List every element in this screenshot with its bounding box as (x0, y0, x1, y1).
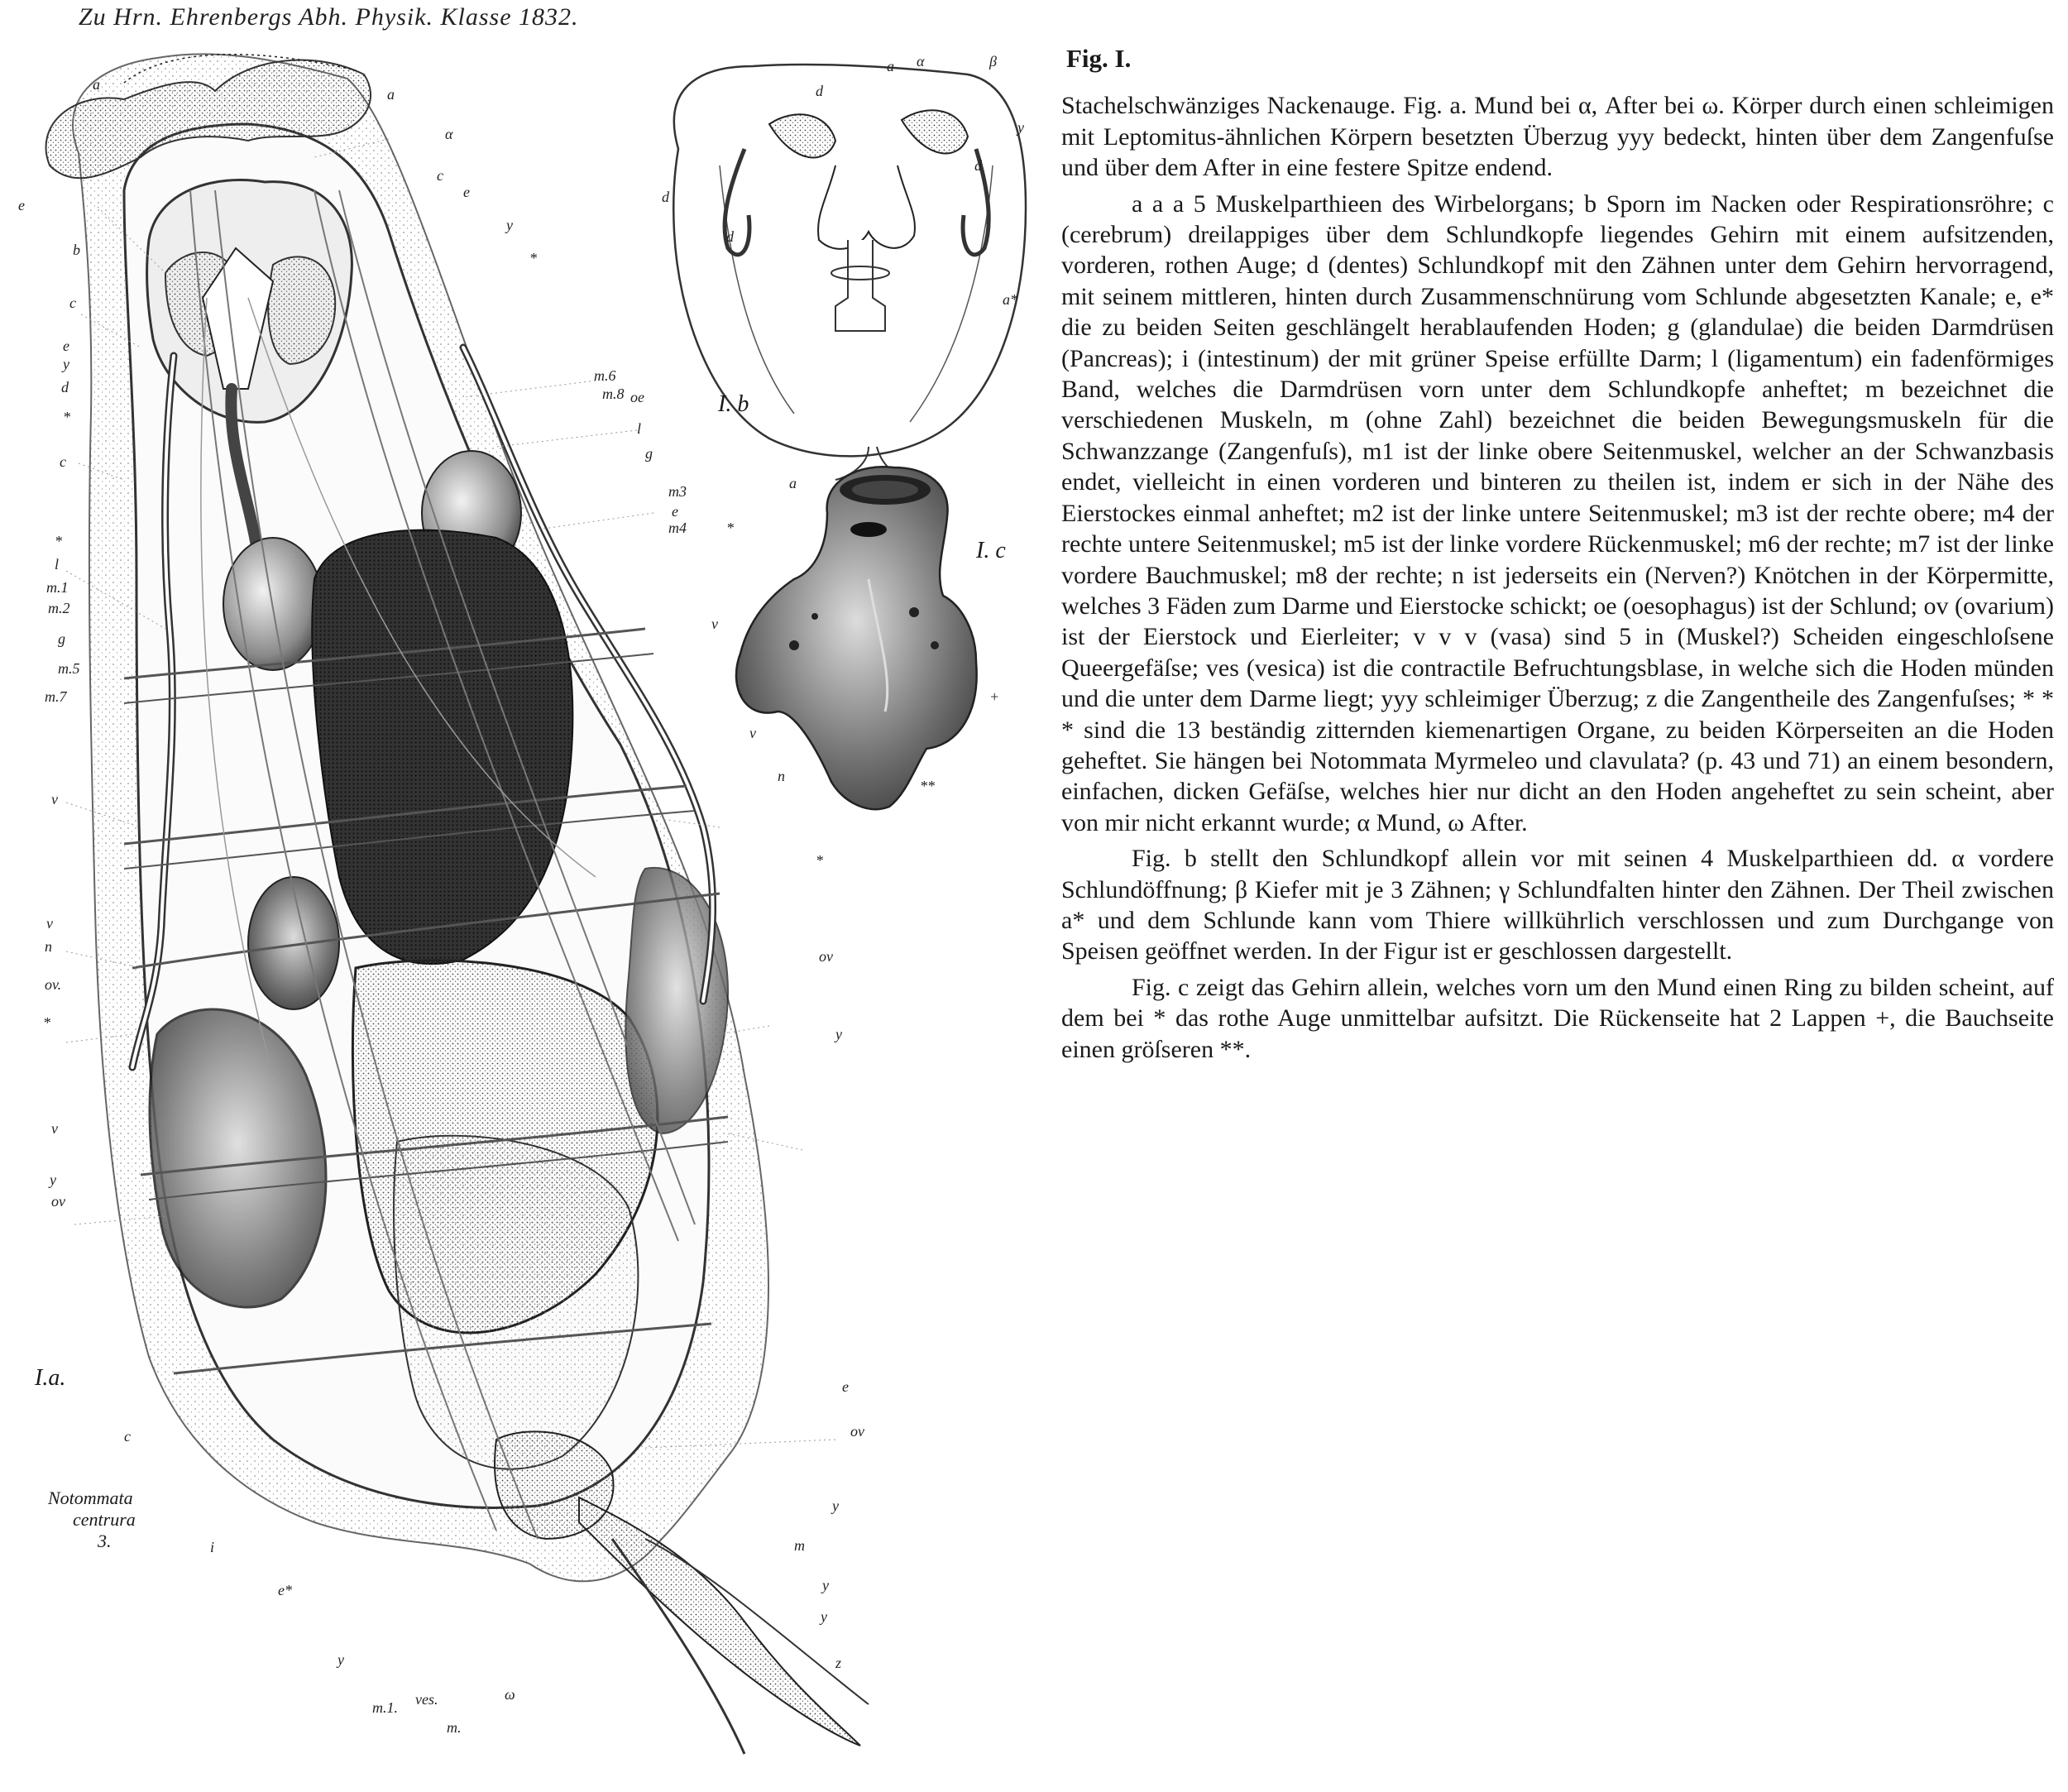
label: y (821, 1608, 827, 1625)
label: v (51, 791, 58, 807)
label: g (645, 445, 653, 462)
caption-fig-a: I.a. (35, 1365, 66, 1391)
label: l (55, 556, 60, 573)
label: d (726, 228, 734, 245)
label: β (989, 53, 997, 69)
label: v (46, 915, 53, 932)
label: m.5 (58, 660, 80, 677)
paragraph: Fig. b stellt den Schlundkopf allein vor mit seinen 4 Muskelparthieen dd. α vordere Schlundöffnung; β Kiefer mit je 3 Zähnen; γ Schlundfalten hinter den Zähnen. Der Theil zwischen a* und dem Schlunde kann vom Thiere willkührlich verschlossen und zum Durchgange von Speisen geöffnet werden. In der Figur ist er geschlossen dargestellt. (1061, 845, 2054, 965)
label: y (1017, 119, 1024, 136)
paragraph: Stachelschwänziges Nackenauge. Fig. a. Mund bei α, After bei ω. Körper durch einen schleimigen mit Leptomitus-ähnlichen Körpern besetzten Überzug yyy bedeckt, hinten über dem Zangenfuſse und über dem After in eine festere Spitze endend. (1061, 92, 2054, 182)
label: ov (850, 1423, 864, 1440)
species-line: 3. (98, 1531, 112, 1551)
label: v (51, 1120, 58, 1137)
label: m.8 (602, 386, 625, 402)
label: n (45, 938, 52, 955)
label: ov (51, 1193, 65, 1210)
label: m.1 (46, 579, 69, 596)
label: ω (505, 1686, 515, 1703)
label: m (794, 1537, 805, 1554)
label: e* (278, 1582, 292, 1598)
label: m. (447, 1719, 462, 1736)
label: a (789, 475, 797, 491)
label: c (69, 295, 76, 311)
label: b (73, 242, 80, 258)
label: ** (920, 778, 935, 794)
figure-title: Fig. I. (1066, 44, 1132, 73)
caption-fig-c: I. c (976, 538, 1006, 563)
label: y (835, 1026, 842, 1042)
label: a (887, 58, 894, 74)
label: a (93, 76, 100, 93)
label: a (387, 86, 395, 103)
label: * (63, 409, 70, 425)
label: i (210, 1539, 215, 1555)
label: * (43, 1014, 50, 1031)
label: m4 (668, 520, 687, 536)
caption-fig-b: I. b (718, 391, 749, 417)
label: y (50, 1172, 56, 1188)
label: * (726, 520, 734, 536)
label: e (463, 184, 470, 200)
label: e (842, 1378, 849, 1395)
label: m.2 (48, 600, 70, 616)
label: a* (1003, 291, 1017, 308)
label: m3 (668, 483, 687, 500)
brain-illustration (736, 467, 977, 809)
label: y (832, 1497, 839, 1514)
label: z (835, 1655, 842, 1671)
paragraph: Fig. c zeigt das Gehirn allein, welches vorn um den Mund einen Ring zu bilden scheint, auf dem bei * das rothe Auge unmittelbar aufsitzt. Die Rückenseite hat 2 Lappen +, die Bauchseite einen gröſseren **. (1061, 973, 2054, 1063)
label: v (749, 725, 756, 741)
plate-header: Zu Hrn. Ehrenbergs Abh. Physik. Klasse 1832. (79, 3, 579, 31)
label: c (60, 453, 66, 470)
label: l (637, 420, 642, 437)
label: ves. (415, 1691, 438, 1708)
label: g (58, 630, 65, 647)
label: m.1. (372, 1699, 398, 1716)
label: d (662, 189, 669, 205)
label: d (974, 157, 982, 174)
paragraph: a a a 5 Muskelparthieen des Wirbelorgans; b Sporn im Nacken oder Respirationsröhre; c (cerebrum) dreilappiges über dem Schlundkopfe liegendes Gehirn mit einem aufsitzenden, vorderen, rothen Auge; d (dentes) Schlundkopf mit den Zähnen unter dem Gehirn hervorragend, mit seinem mittleren, hinten durch Zusammenschnürung vom Schlunde abgesetzten Kanale; e, e* die zu beiden Seiten geschlängelt herablaufenden Hoden; g (glandulae) die beiden Darmdrüsen (Pancreas); i (intestinum) der mit grüner Speise erfüllte Darm; l (ligamentum) ein fadenförmiges Band, welches die Darmdrüsen vorn unter dem Schlundkopfe anheftet; m bezeichnet die verschiedenen Muskeln, m (ohne Zahl) bezeichnet die beiden Bewegungsmuskeln für die Schwanzzange (Zangenfuſs), m1 ist der linke obere Seitenmuskel, welcher an der Schwanzbasis endet, vielleicht in einen vorderen und binteren zu theilen ist, indem er sich in der Nähe des Eierstockes einmal anheftet; m2 ist der linke untere Seitenmuskel; m3 ist der rechte obere; m4 der rechte untere Seitenmuskel; m5 ist der linke vordere Rückenmuskel; m6 der rechte; m7 ist der linke vordere Bauchmuskel; m8 der rechte; n ist jederseits ein (Nerven?) Knötchen in der Körpermitte, welches 3 Fäden zum Darme und Eierstocke schickt; oe (oesophagus) ist der Schlund; ov (ovarium) ist der Eierstock und Eierleiter; v v v (vasa) sind 5 in (Muskel?) Scheiden eingeschloſsene Queergefäſse; ves (vesica) ist die contractile Befruchtungsblase, in welche sich die Hoden münden und die unter dem Darme liegt; yyy schleimiger Überzug; z die Zangentheile des Zangenfuſses; * * * sind die 13 beständig zitternden kiemenartigen Organe, zu beiden Körperseiten an die Hoden geheftet. Sie hängen bei Notommata Myrmeleo und clavulata? (p. 43 und 71) an einem besondern, einfachen, dicken Gefäſse, welches hier nur dicht an den Hoden angeheftet zu sein scheint, aber von mir nicht erkannt wurde; α Mund, ω After. (1061, 189, 2054, 836)
label: e (18, 197, 25, 213)
label: ov (819, 948, 833, 965)
description-text (1061, 43, 2054, 1065)
label: + (989, 688, 1000, 705)
label: α (917, 53, 925, 69)
label: m.7 (45, 688, 67, 705)
species-name (48, 1488, 136, 1552)
label: e (63, 338, 69, 354)
label: * (55, 533, 62, 549)
label: oe (630, 389, 644, 405)
label: y (822, 1577, 829, 1593)
label: n (778, 768, 785, 784)
label: c (437, 167, 443, 184)
label: y (63, 356, 69, 372)
label: * (816, 852, 823, 869)
label: d (61, 379, 69, 395)
label: v (711, 616, 718, 632)
label: ov. (45, 976, 62, 993)
label: e (672, 503, 678, 520)
label: d (816, 83, 823, 99)
species-line: Notommata (48, 1488, 133, 1508)
label: y (337, 1651, 344, 1668)
label: m.6 (594, 367, 616, 384)
species-line: centrura (73, 1509, 136, 1530)
label: y (506, 217, 513, 233)
label: α (445, 126, 453, 142)
label: c (124, 1428, 131, 1445)
label: * (529, 250, 537, 266)
